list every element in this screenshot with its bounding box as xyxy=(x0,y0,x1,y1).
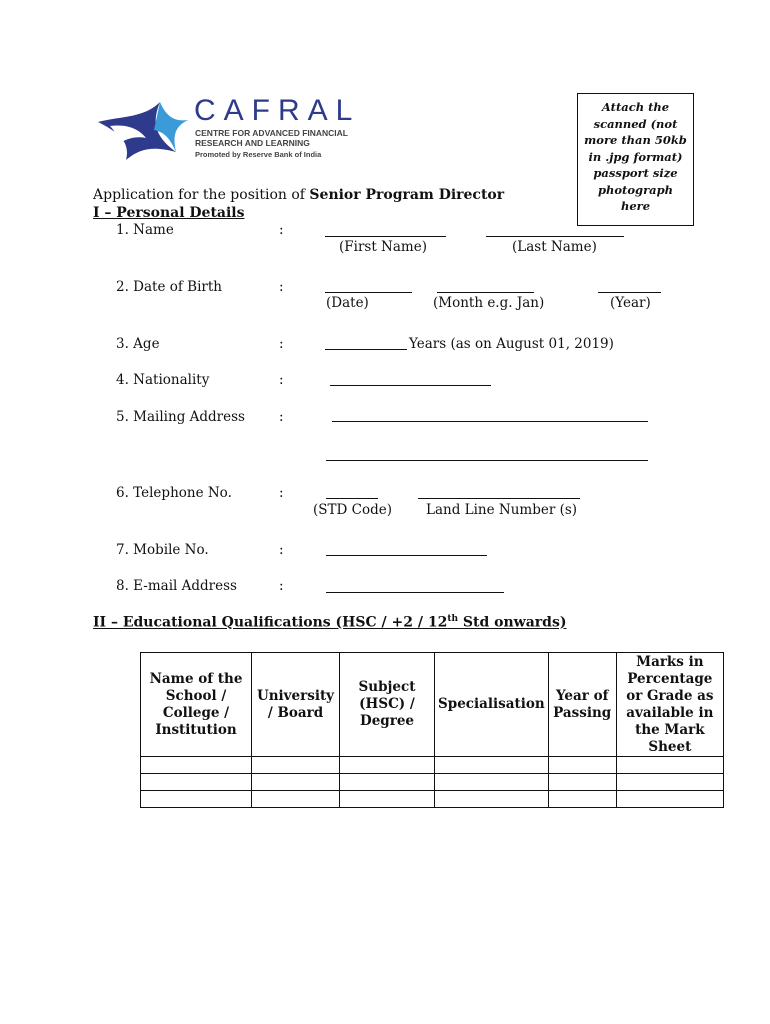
cafral-logo xyxy=(92,92,362,164)
colon: : xyxy=(279,279,284,295)
table-cell[interactable] xyxy=(340,757,435,774)
section2-title xyxy=(93,614,566,631)
position-title: Senior Program Director xyxy=(309,187,505,203)
age-label: 3. Age xyxy=(116,336,160,352)
dob-month-field[interactable] xyxy=(437,292,534,293)
landline-field[interactable] xyxy=(418,498,580,499)
education-table xyxy=(140,652,724,808)
table-row xyxy=(141,791,724,808)
photo-instruction-line: photograph xyxy=(597,182,673,197)
table-cell[interactable] xyxy=(616,791,723,808)
table-cell[interactable] xyxy=(548,774,616,791)
colon: : xyxy=(279,372,284,388)
col-marks: Marks in Percentage or Grade as available in the Mark Sheet xyxy=(616,653,723,757)
table-cell[interactable] xyxy=(548,757,616,774)
col-year: Year of Passing xyxy=(548,653,616,757)
col-university: University / Board xyxy=(252,653,340,757)
std-code-field[interactable] xyxy=(326,498,378,499)
year-caption: (Year) xyxy=(610,295,651,311)
colon: : xyxy=(279,578,284,594)
landline-caption: Land Line Number (s) xyxy=(426,502,578,518)
last-name-caption: (Last Name) xyxy=(512,239,597,255)
date-caption: (Date) xyxy=(326,295,369,311)
section2-title-main: II – Educational Qualifications (HSC / +2 / 12 xyxy=(93,614,448,631)
photo-box[interactable] xyxy=(577,93,694,226)
month-caption: (Month e.g. Jan) xyxy=(433,295,545,311)
photo-instruction-line: more than 50kb xyxy=(584,133,687,147)
age-field[interactable] xyxy=(325,349,407,350)
last-name-field[interactable] xyxy=(486,236,624,237)
table-cell[interactable] xyxy=(435,774,549,791)
nationality-field[interactable] xyxy=(330,385,491,386)
star-logo-icon xyxy=(92,92,192,164)
logo-line-3: Promoted by Reserve Bank of India xyxy=(195,150,322,159)
colon: : xyxy=(279,485,284,501)
email-label: 8. E-mail Address xyxy=(116,578,237,594)
table-cell[interactable] xyxy=(252,791,340,808)
email-field[interactable] xyxy=(326,592,504,593)
photo-instruction-line: passport size xyxy=(593,166,678,180)
first-name-field[interactable] xyxy=(325,236,446,237)
nationality-label: 4. Nationality xyxy=(116,372,210,388)
dob-year-field[interactable] xyxy=(598,292,661,293)
colon: : xyxy=(279,542,284,558)
table-cell[interactable] xyxy=(141,774,252,791)
address-line-1-field[interactable] xyxy=(332,421,648,422)
address-label: 5. Mailing Address xyxy=(116,409,245,425)
section2-title-sup: th xyxy=(447,614,459,624)
table-cell[interactable] xyxy=(252,774,340,791)
col-specialisation: Specialisation xyxy=(435,653,549,757)
colon: : xyxy=(279,336,284,352)
table-cell[interactable] xyxy=(340,791,435,808)
colon: : xyxy=(279,409,284,425)
table-cell[interactable] xyxy=(435,791,549,808)
col-institution: Name of the School / College / Institution xyxy=(141,653,252,757)
photo-instruction-line: here xyxy=(620,199,651,213)
table-cell[interactable] xyxy=(252,757,340,774)
table-cell[interactable] xyxy=(616,774,723,791)
table-row xyxy=(141,774,724,791)
heading-prefix: Application for the position of xyxy=(93,187,310,203)
table-row xyxy=(141,757,724,774)
logo-name: CAFRAL xyxy=(194,94,361,127)
logo-line-2: RESEARCH AND LEARNING xyxy=(195,138,310,148)
table-cell[interactable] xyxy=(141,791,252,808)
telephone-label: 6. Telephone No. xyxy=(116,485,232,501)
table-cell[interactable] xyxy=(548,791,616,808)
photo-instruction-line: scanned (not xyxy=(593,116,678,131)
table-cell[interactable] xyxy=(616,757,723,774)
logo-line-1: CENTRE FOR ADVANCED FINANCIAL xyxy=(195,128,348,138)
address-line-2-field[interactable] xyxy=(326,460,648,461)
mobile-field[interactable] xyxy=(326,555,487,556)
table-cell[interactable] xyxy=(141,757,252,774)
section2-title-end: Std onwards) xyxy=(458,614,567,631)
table-cell[interactable] xyxy=(435,757,549,774)
col-subject: Subject (HSC) / Degree xyxy=(340,653,435,757)
section1-title: I – Personal Details xyxy=(93,205,245,221)
dob-date-field[interactable] xyxy=(325,292,412,293)
application-heading xyxy=(93,187,504,203)
photo-instruction-line: in .jpg format) xyxy=(588,149,683,164)
name-label: 1. Name xyxy=(116,222,174,238)
age-note: Years (as on August 01, 2019) xyxy=(409,336,614,352)
table-header-row xyxy=(141,653,724,757)
std-code-caption: (STD Code) xyxy=(313,502,392,518)
photo-instruction-line: Attach the xyxy=(601,100,670,114)
mobile-label: 7. Mobile No. xyxy=(116,542,209,558)
first-name-caption: (First Name) xyxy=(339,239,427,255)
dob-label: 2. Date of Birth xyxy=(116,279,222,295)
table-cell[interactable] xyxy=(340,774,435,791)
colon: : xyxy=(279,222,284,238)
